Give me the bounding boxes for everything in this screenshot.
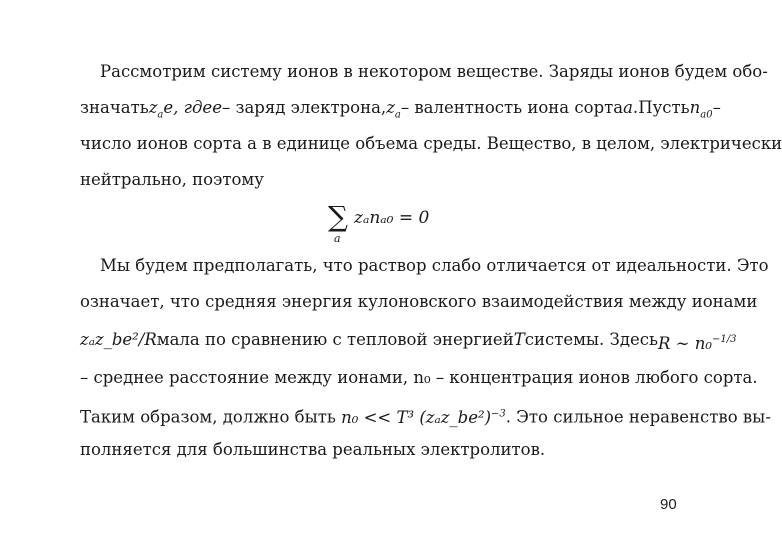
- p1-l2-text: – заряд электрона,: [221, 98, 387, 117]
- page-number: 90: [660, 496, 677, 513]
- p1-l2-text2: – валентность иона сорта: [400, 98, 624, 117]
- p2-l5-text: Таким образом, должно быть: [80, 407, 336, 427]
- p1-l2-z2: z: [386, 98, 395, 117]
- p2-l3-rel: [658, 330, 736, 354]
- p2-l3-T: T: [513, 330, 525, 349]
- p1-l2-dash: –: [712, 98, 721, 117]
- formula-body: zₐnₐ₀ = 0: [354, 208, 430, 228]
- paragraph1-line2: [80, 98, 721, 125]
- p2-l5-math: [341, 408, 506, 427]
- p1-l2-math-na0: $n_{a0}$: [689, 98, 713, 121]
- p2-l3-math: zₐz_be²/R: [80, 330, 157, 349]
- p2-l5-exp: −3: [491, 408, 506, 419]
- p2-l3-rel-base: R ∼ n₀: [657, 333, 712, 353]
- p1-l2-text3: Пусть: [638, 98, 690, 117]
- p1-l2-math-za: $z_a$: [386, 98, 401, 121]
- paragraph1-line3: число ионов сорта a в единице объема среды. Вещество, в целом, электрически: [80, 134, 782, 153]
- paragraph2-line1: Мы будем предполагать, что раствор слабо отличается от идеальности. Это: [100, 256, 769, 275]
- p1-l2-math-zae: $z_ae$, где: [148, 98, 213, 121]
- p1-l2-n: n: [689, 98, 701, 117]
- p1-l2-math-a: a.: [623, 98, 639, 117]
- paragraph2-line4: – среднее расстояние между ионами, n₀ – концентрация ионов любого сорта.: [80, 368, 758, 387]
- p2-l3-text: мала по сравнению с тепловой энергией: [156, 330, 514, 349]
- p2-l5-math-base: n₀ << T³ (zₐz_be²): [341, 407, 492, 427]
- sum-index: a: [334, 232, 341, 245]
- p1-l2-math-e: e: [212, 98, 222, 117]
- p2-l3-exp: −1/3: [711, 334, 737, 345]
- p1-l2-z: z: [148, 98, 158, 117]
- p2-l3-text2: системы. Здесь: [524, 330, 658, 349]
- sum-symbol: ∑: [328, 200, 348, 233]
- p2-l5-text2: . Это сильное неравенство вы-: [505, 407, 771, 427]
- paragraph2-line6: полняется для большинства реальных электролитов.: [80, 440, 546, 459]
- paragraph1-line1: Рассмотрим систему ионов в некотором веществе. Заряды ионов будем обо-: [100, 62, 768, 81]
- paragraph2-line3: [80, 330, 737, 354]
- p1-l2-word: значать: [80, 98, 149, 117]
- paragraph2-line2: означает, что средняя энергия кулоновского взаимодействия между ионами: [80, 292, 758, 311]
- paragraph2-line5: [80, 404, 771, 428]
- p1-l2-e: e, где: [163, 98, 213, 117]
- paragraph1-line4: нейтрально, поэтому: [80, 170, 264, 189]
